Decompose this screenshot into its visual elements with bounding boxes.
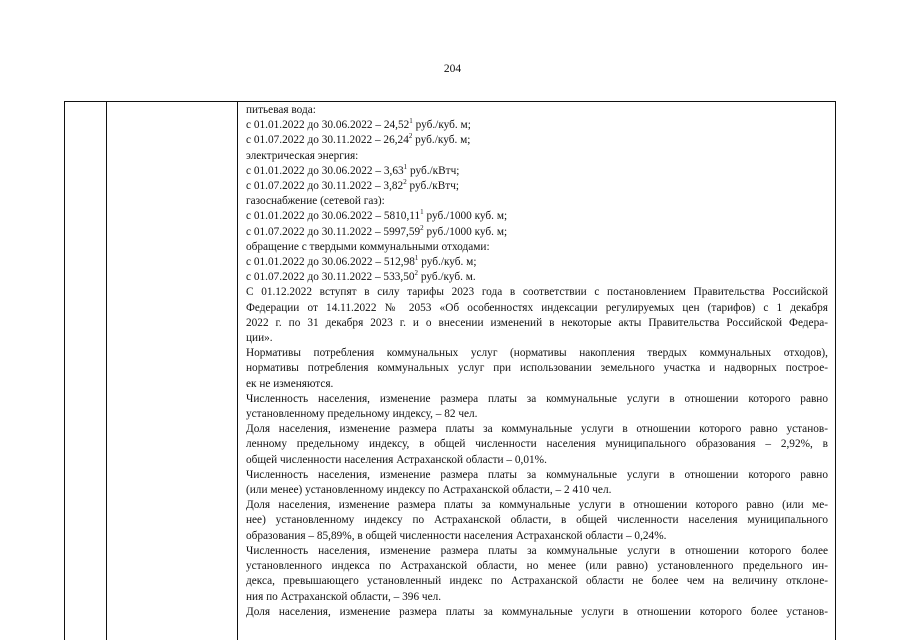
tariff-row: с 01.07.2022 до 30.11.2022 – 26,24$^2$ руб./куб. м; — [246, 132, 471, 147]
text-line: образования – 85,89%, в общей численности населения Астраханской области – 0,24%. — [246, 529, 667, 542]
paragraph-norms — [246, 346, 828, 392]
paragraph-population-regional-index — [246, 468, 828, 498]
text-line: ек не изменяются. — [246, 377, 334, 390]
text-line: общей численности населения Астраханской области – 0,01%. — [246, 453, 547, 466]
text-line: Численность населения, изменение размера платы за коммунальные услуги в отношении которого равно — [246, 468, 828, 481]
text-line: ции». — [246, 332, 273, 345]
text-line: Численность населения, изменение размера платы за коммунальные услуги в отношении которого равно — [246, 392, 828, 405]
text-line: нормативы потребления коммунальных услуг при использовании земельного участка и надворных построе- — [246, 362, 828, 375]
text-line: (или менее) установленному индексу по Астраханской области, – 2 410 чел. — [246, 484, 612, 497]
table-cell-content — [246, 103, 828, 620]
text-line: Доля населения, изменение размера платы за коммунальные услуги в отношении которого более установ- — [246, 605, 828, 618]
text-line: Нормативы потребления коммунальных услуг (нормативы накопления твердых коммунальных отходов), — [246, 347, 828, 360]
text-line: ния по Астраханской области, – 396 чел. — [246, 590, 442, 603]
tariff-row: с 01.07.2022 до 30.11.2022 – 5997,59$^2$ руб./1000 куб. м; — [246, 223, 508, 238]
text-line: Доля населения, изменение размера платы за коммунальные услуги в отношении которого равно (или ме- — [246, 499, 828, 512]
tariff-row: с 01.07.2022 до 30.11.2022 – 533,50$^2$ руб./куб. м. — [246, 269, 476, 284]
table-column-divider — [106, 102, 107, 640]
tariff-row: с 01.01.2022 до 30.06.2022 – 5810,11$^1$ руб./1000 куб. м; — [246, 208, 508, 223]
document-table — [64, 101, 836, 640]
tariff-row: с 01.01.2022 до 30.06.2022 – 3,63$^1$ руб./кВтч; — [246, 162, 460, 177]
text-line: Доля населения, изменение размера платы за коммунальные услуги в отношении которого равно установ- — [246, 423, 828, 436]
paragraph-population-limit-index — [246, 392, 828, 422]
tariff-section — [246, 103, 828, 285]
table-column-divider — [237, 102, 238, 640]
text-line: декса, превышающего установленный индекс по Астраханской области не более чем на величину отклоне- — [246, 575, 828, 588]
tariff-heading-gas: газоснабжение (сетевой газ): — [246, 195, 385, 208]
paragraph-share-regional-index — [246, 498, 828, 544]
text-line: нее) установленному индексу по Астраханской области, в общей численности населения муниципального — [246, 514, 828, 527]
text-line: установленному предельному индексу, – 82 чел. — [246, 408, 478, 421]
text-line: установленного индекса по Астраханской области, но менее (или равно) установленного предельного ин- — [246, 560, 828, 573]
text-line: Федерации от 14.11.2022 № 2053 «Об особенностях индексации регулируемых цен (тарифов) с 1 декабря — [246, 301, 828, 314]
text-line: С 01.12.2022 вступят в силу тарифы 2023 года в соответствии с постановлением Правительства Российской — [246, 286, 828, 299]
tariff-row: с 01.07.2022 до 30.11.2022 – 3,82$^2$ руб./кВтч; — [246, 178, 460, 193]
text-line: Численность населения, изменение размера платы за коммунальные услуги в отношении которого более — [246, 544, 828, 557]
tariff-heading-electricity: электрическая энергия: — [246, 149, 359, 162]
paragraph-share-limit-index — [246, 422, 828, 468]
tariff-row: с 01.01.2022 до 30.06.2022 – 24,52$^1$ руб./куб. м; — [246, 117, 471, 132]
paragraph-population-above-index — [246, 544, 828, 605]
text-line: ленному предельному индексу, в общей численности населения муниципального образования – 2,92%, в — [246, 438, 828, 451]
text-line: 2022 г. по 31 декабря 2023 г. и о внесении изменений в некоторые акты Правительства Российской Федера- — [246, 316, 828, 329]
paragraph-tariffs-2023 — [246, 285, 828, 346]
paragraph-share-above-index — [246, 605, 828, 620]
page-number: 204 — [443, 63, 462, 75]
tariff-row: с 01.01.2022 до 30.06.2022 – 512,98$^1$ руб./куб. м; — [246, 254, 477, 269]
tariff-heading-waste: обращение с твердыми коммунальными отходами: — [246, 240, 490, 253]
tariff-heading-water: питьевая вода: — [246, 104, 316, 116]
